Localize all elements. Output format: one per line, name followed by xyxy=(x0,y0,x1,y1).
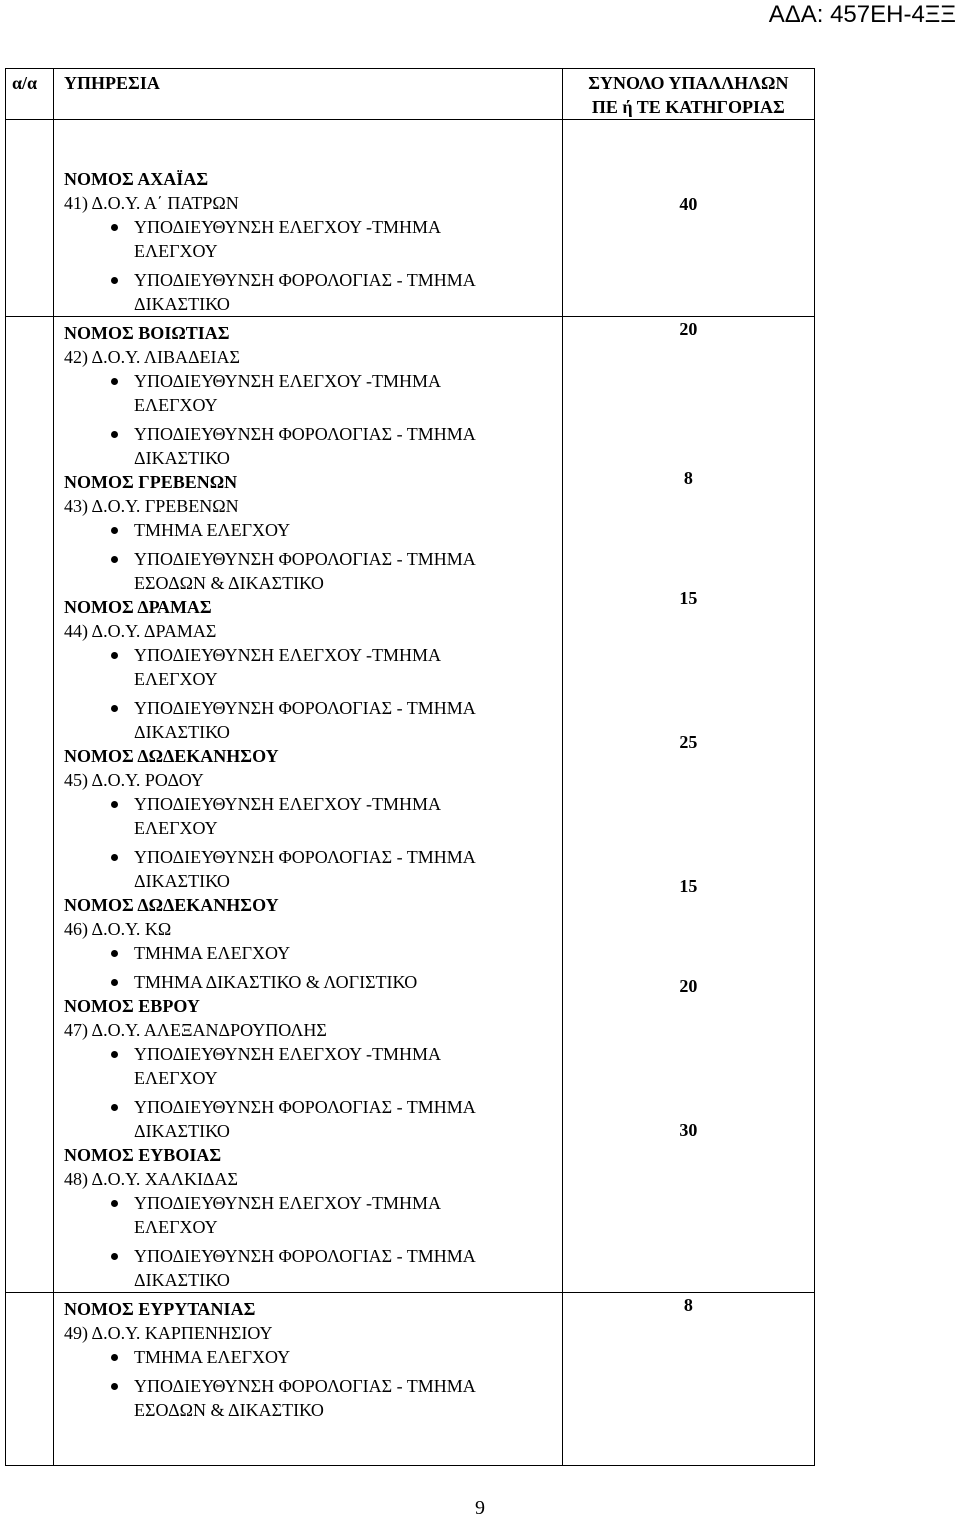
department-line: ΥΠΟΔΙΕΥΘΥΝΣΗ ΦΟΡΟΛΟΓΙΑΣ - ΤΜΗΜΑ xyxy=(134,1097,476,1117)
department-line: ΔΙΚΑΣΤΙΚΟ xyxy=(134,448,230,468)
header-total-line2: ΠΕ ή ΤΕ ΚΑΤΗΓΟΡΙΑΣ xyxy=(591,97,785,117)
department-item xyxy=(54,1345,562,1369)
department-line: ΥΠΟΔΙΕΥΘΥΝΣΗ ΕΛΕΓΧΟΥ -ΤΜΗΜΑ xyxy=(134,794,442,814)
department-item xyxy=(54,970,562,994)
department-line: ΥΠΟΔΙΕΥΘΥΝΣΗ ΕΛΕΓΧΟΥ -ΤΜΗΜΑ xyxy=(134,217,442,237)
total-value: 15 xyxy=(679,876,698,896)
department-line: ΕΣΟΔΩΝ & ΔΙΚΑΣΤΙΚΟ xyxy=(134,1400,324,1420)
doy-name: 44) Δ.Ο.Υ. ΔΡΑΜΑΣ xyxy=(64,621,217,641)
department-line: ΕΛΕΓΧΟΥ xyxy=(134,1217,218,1237)
bullet-icon xyxy=(111,1104,118,1111)
header-aa: α/α xyxy=(6,69,54,120)
bullet-icon xyxy=(111,1253,118,1260)
bullet-icon xyxy=(111,652,118,659)
service-cell-1 xyxy=(54,120,563,317)
bullet-icon xyxy=(111,801,118,808)
service-entry xyxy=(54,167,562,316)
department-line: ΕΣΟΔΩΝ & ΔΙΚΑΣΤΙΚΟ xyxy=(134,573,324,593)
bullet-icon xyxy=(111,1051,118,1058)
aa-cell-2 xyxy=(6,317,54,1293)
department-line: ΕΛΕΓΧΟΥ xyxy=(134,669,218,689)
department-item xyxy=(54,518,562,542)
total-value: 30 xyxy=(679,1120,698,1140)
department-item xyxy=(54,1244,562,1292)
doy-name: 41) Δ.Ο.Υ. Α΄ ΠΑΤΡΩΝ xyxy=(64,193,239,213)
service-entry xyxy=(54,893,562,994)
department-line: ΤΜΗΜΑ ΔΙΚΑΣΤΙΚΟ & ΛΟΓΙΣΤΙΚΟ xyxy=(134,972,418,992)
doy-name: 49) Δ.Ο.Υ. ΚΑΡΠΕΝΗΣΙΟΥ xyxy=(64,1323,273,1343)
header-total-line1: ΣΥΝΟΛΟ ΥΠΑΛΛΗΛΩΝ xyxy=(588,73,789,93)
department-line: ΤΜΗΜΑ ΕΛΕΓΧΟΥ xyxy=(134,943,291,963)
doy-name: 43) Δ.Ο.Υ. ΓΡΕΒΕΝΩΝ xyxy=(64,496,239,516)
total-value: 20 xyxy=(679,976,698,996)
doy-name: 47) Δ.Ο.Υ. ΑΛΕΞΑΝΔΡΟΥΠΟΛΗΣ xyxy=(64,1020,327,1040)
department-line: ΥΠΟΔΙΕΥΘΥΝΣΗ ΦΟΡΟΛΟΓΙΑΣ - ΤΜΗΜΑ xyxy=(134,549,476,569)
department-item xyxy=(54,643,562,691)
service-entry xyxy=(54,321,562,470)
nomos-heading: ΝΟΜΟΣ ΔΩΔΕΚΑΝΗΣΟΥ xyxy=(64,895,279,915)
department-item xyxy=(54,1191,562,1239)
department-item xyxy=(54,1095,562,1143)
total-cell-1 xyxy=(562,120,814,317)
department-line: ΔΙΚΑΣΤΙΚΟ xyxy=(134,871,230,891)
department-item xyxy=(54,547,562,595)
service-entry xyxy=(54,1297,562,1422)
department-line: ΕΛΕΓΧΟΥ xyxy=(134,241,218,261)
department-item xyxy=(54,422,562,470)
total-cell-2 xyxy=(562,317,814,1293)
header-total xyxy=(562,69,814,120)
services-table xyxy=(5,68,815,1466)
service-entry xyxy=(54,595,562,744)
service-cell-3 xyxy=(54,1293,563,1466)
department-line: ΔΙΚΑΣΤΙΚΟ xyxy=(134,1121,230,1141)
bullet-icon xyxy=(111,378,118,385)
nomos-heading: ΝΟΜΟΣ ΑΧΑΪΑΣ xyxy=(64,169,209,189)
bullet-icon xyxy=(111,527,118,534)
page-number: 9 xyxy=(475,1497,485,1519)
department-item xyxy=(54,792,562,840)
bullet-icon xyxy=(111,277,118,284)
bullet-icon xyxy=(111,1200,118,1207)
total-cell-3 xyxy=(562,1293,814,1466)
bullet-icon xyxy=(111,1383,118,1390)
aa-cell-1 xyxy=(6,120,54,317)
department-line: ΔΙΚΑΣΤΙΚΟ xyxy=(134,294,230,314)
service-entry xyxy=(54,470,562,595)
department-line: ΤΜΗΜΑ ΕΛΕΓΧΟΥ xyxy=(134,1347,291,1367)
bullet-icon xyxy=(111,1354,118,1361)
doy-name: 48) Δ.Ο.Υ. ΧΑΛΚΙΔΑΣ xyxy=(64,1169,238,1189)
department-line: ΕΛΕΓΧΟΥ xyxy=(134,1068,218,1088)
bullet-icon xyxy=(111,556,118,563)
table-header-row xyxy=(6,69,815,120)
department-line: ΥΠΟΔΙΕΥΘΥΝΣΗ ΕΛΕΓΧΟΥ -ΤΜΗΜΑ xyxy=(134,371,442,391)
total-value: 8 xyxy=(683,1295,693,1315)
table-row-block-1 xyxy=(6,120,815,317)
bullet-icon xyxy=(111,979,118,986)
service-entry xyxy=(54,744,562,893)
service-entry xyxy=(54,1143,562,1292)
bullet-icon xyxy=(111,224,118,231)
total-value: 20 xyxy=(679,319,698,339)
bullet-icon xyxy=(111,431,118,438)
department-line: ΥΠΟΔΙΕΥΘΥΝΣΗ ΦΟΡΟΛΟΓΙΑΣ - ΤΜΗΜΑ xyxy=(134,1246,476,1266)
department-line: ΥΠΟΔΙΕΥΘΥΝΣΗ ΦΟΡΟΛΟΓΙΑΣ - ΤΜΗΜΑ xyxy=(134,424,476,444)
table-row-block-2 xyxy=(6,317,815,1293)
department-line: ΕΛΕΓΧΟΥ xyxy=(134,818,218,838)
department-line: ΤΜΗΜΑ ΕΛΕΓΧΟΥ xyxy=(134,520,291,540)
department-line: ΕΛΕΓΧΟΥ xyxy=(134,395,218,415)
service-entry xyxy=(54,994,562,1143)
nomos-heading: ΝΟΜΟΣ ΔΩΔΕΚΑΝΗΣΟΥ xyxy=(64,746,279,766)
department-item xyxy=(54,845,562,893)
department-line: ΥΠΟΔΙΕΥΘΥΝΣΗ ΦΟΡΟΛΟΓΙΑΣ - ΤΜΗΜΑ xyxy=(134,847,476,867)
service-cell-2 xyxy=(54,317,563,1293)
department-item xyxy=(54,941,562,965)
bullet-icon xyxy=(111,705,118,712)
aa-cell-3 xyxy=(6,1293,54,1466)
department-line: ΥΠΟΔΙΕΥΘΥΝΣΗ ΕΛΕΓΧΟΥ -ΤΜΗΜΑ xyxy=(134,1193,442,1213)
total-value: 40 xyxy=(679,194,698,214)
department-line: ΔΙΚΑΣΤΙΚΟ xyxy=(134,722,230,742)
nomos-heading: ΝΟΜΟΣ ΕΒΡΟΥ xyxy=(64,996,200,1016)
department-item xyxy=(54,1374,562,1422)
department-line: ΔΙΚΑΣΤΙΚΟ xyxy=(134,1270,230,1290)
department-item xyxy=(54,268,562,316)
nomos-heading: ΝΟΜΟΣ ΕΥΒΟΙΑΣ xyxy=(64,1145,222,1165)
department-item xyxy=(54,1042,562,1090)
ada-code: ΑΔΑ: 457ΕΗ-4ΞΞ xyxy=(768,1,956,28)
table-row-block-3 xyxy=(6,1293,815,1466)
header-service: ΥΠΗΡΕΣΙΑ xyxy=(54,69,563,120)
department-line: ΥΠΟΔΙΕΥΘΥΝΣΗ ΕΛΕΓΧΟΥ -ΤΜΗΜΑ xyxy=(134,1044,442,1064)
department-line: ΥΠΟΔΙΕΥΘΥΝΣΗ ΦΟΡΟΛΟΓΙΑΣ - ΤΜΗΜΑ xyxy=(134,270,476,290)
total-value: 8 xyxy=(683,468,693,488)
nomos-heading: ΝΟΜΟΣ ΒΟΙΩΤΙΑΣ xyxy=(64,323,230,343)
nomos-heading: ΝΟΜΟΣ ΔΡΑΜΑΣ xyxy=(64,597,212,617)
bullet-icon xyxy=(111,950,118,957)
department-line: ΥΠΟΔΙΕΥΘΥΝΣΗ ΦΟΡΟΛΟΓΙΑΣ - ΤΜΗΜΑ xyxy=(134,698,476,718)
doy-name: 46) Δ.Ο.Υ. ΚΩ xyxy=(64,919,172,939)
total-value: 15 xyxy=(679,588,698,608)
department-line: ΥΠΟΔΙΕΥΘΥΝΣΗ ΦΟΡΟΛΟΓΙΑΣ - ΤΜΗΜΑ xyxy=(134,1376,476,1396)
doy-name: 45) Δ.Ο.Υ. ΡΟΔΟΥ xyxy=(64,770,204,790)
bullet-icon xyxy=(111,854,118,861)
department-line: ΥΠΟΔΙΕΥΘΥΝΣΗ ΕΛΕΓΧΟΥ -ΤΜΗΜΑ xyxy=(134,645,442,665)
total-value: 25 xyxy=(679,732,698,752)
doy-name: 42) Δ.Ο.Υ. ΛΙΒΑΔΕΙΑΣ xyxy=(64,347,240,367)
department-item xyxy=(54,369,562,417)
nomos-heading: ΝΟΜΟΣ ΓΡΕΒΕΝΩΝ xyxy=(64,472,238,492)
nomos-heading: ΝΟΜΟΣ ΕΥΡΥΤΑΝΙΑΣ xyxy=(64,1299,256,1319)
department-item xyxy=(54,696,562,744)
department-item xyxy=(54,215,562,263)
